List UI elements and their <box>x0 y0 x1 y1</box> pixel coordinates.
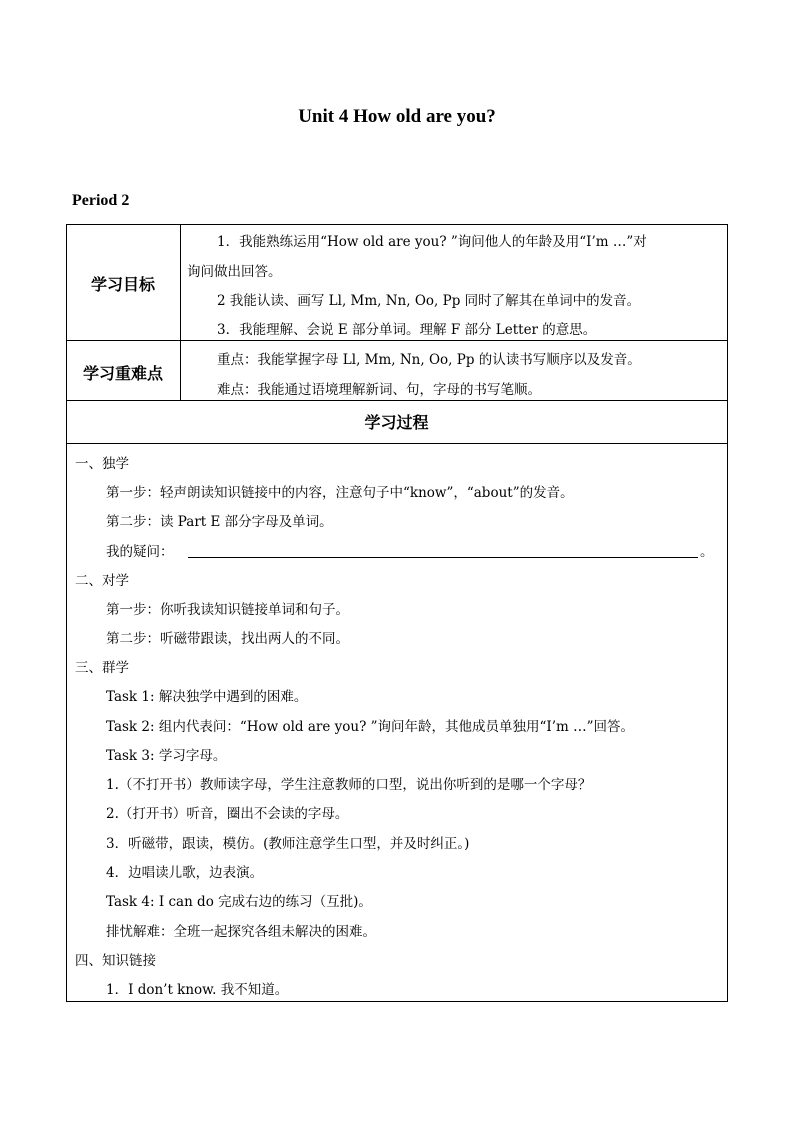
period-label: Period 2 <box>72 192 130 209</box>
objective-line: 1．我能熟练运用“How old are you? ”询问他人的年龄及用“I’m …”对 <box>217 234 647 250</box>
step-line: 排忧解难：全班一起探究各组未解决的困难。 <box>106 924 376 940</box>
row-divider <box>66 340 727 341</box>
objective-line: 2 我能认读、画写 Ll, Mm, Nn, Oo, Pp 同时了解其在单词中的发音。 <box>217 293 641 309</box>
objectives-label: 学习目标 <box>90 275 155 294</box>
focus-key-point: 重点：我能掌握字母 Ll, Mm, Nn, Oo, Pp 的认读书写顺序以及发音。 <box>217 352 641 368</box>
focus-difficulty: 难点：我能通过语境理解新词、句，字母的书写笔顺。 <box>217 382 541 398</box>
task-substep: 4．边唱读儿歌，边表演。 <box>106 865 264 881</box>
knowledge-item: 1．I don’t know. 我不知道。 <box>106 982 289 998</box>
task-line: Task 2: 组内代表问：“How old are you? ”询问年龄，其他成员单独用“I’m …”回答。 <box>106 719 635 735</box>
section-heading: 二、对学 <box>75 573 129 589</box>
row-divider <box>66 400 727 401</box>
question-answer-blank[interactable] <box>188 557 698 558</box>
section-heading: 四、知识链接 <box>75 953 156 969</box>
question-end-mark: 。 <box>700 544 714 560</box>
section-heading: 一、独学 <box>75 456 129 472</box>
task-substep: 2.（打开书）听音，圈出不会读的字母。 <box>106 806 349 822</box>
column-divider <box>180 224 181 401</box>
task-line: Task 3: 学习字母。 <box>106 748 227 764</box>
objective-line: 询问做出回答。 <box>187 264 282 280</box>
task-line: Task 1: 解决独学中遇到的困难。 <box>106 689 308 705</box>
document-title: Unit 4 How old are you? <box>298 106 496 127</box>
task-line: Task 4: I can do 完成右边的练习（互批)。 <box>106 894 372 910</box>
step-line: 第二步：听磁带跟读，找出两人的不同。 <box>106 631 349 647</box>
process-heading: 学习过程 <box>364 413 429 432</box>
task-substep: 3．听磁带，跟读，模仿。(教师注意学生口型，并及时纠正。) <box>106 836 470 852</box>
objective-line: 3．我能理解、会说 E 部分单词。理解 F 部分 Letter 的意思。 <box>217 322 597 338</box>
section-heading: 三、群学 <box>75 660 129 676</box>
focus-label: 学习重难点 <box>82 364 163 383</box>
step-line: 第一步：轻声朗读知识链接中的内容，注意句子中“know”，“about”的发音。 <box>106 485 574 501</box>
question-label: 我的疑问： <box>106 544 174 560</box>
step-line: 第一步：你听我读知识链接单词和句子。 <box>106 602 349 618</box>
task-substep: 1.（不打开书）教师读字母，学生注意教师的口型，说出你听到的是哪一个字母？ <box>106 777 592 793</box>
row-divider <box>66 443 727 444</box>
step-line: 第二步：读 Part E 部分字母及单词。 <box>106 514 333 530</box>
